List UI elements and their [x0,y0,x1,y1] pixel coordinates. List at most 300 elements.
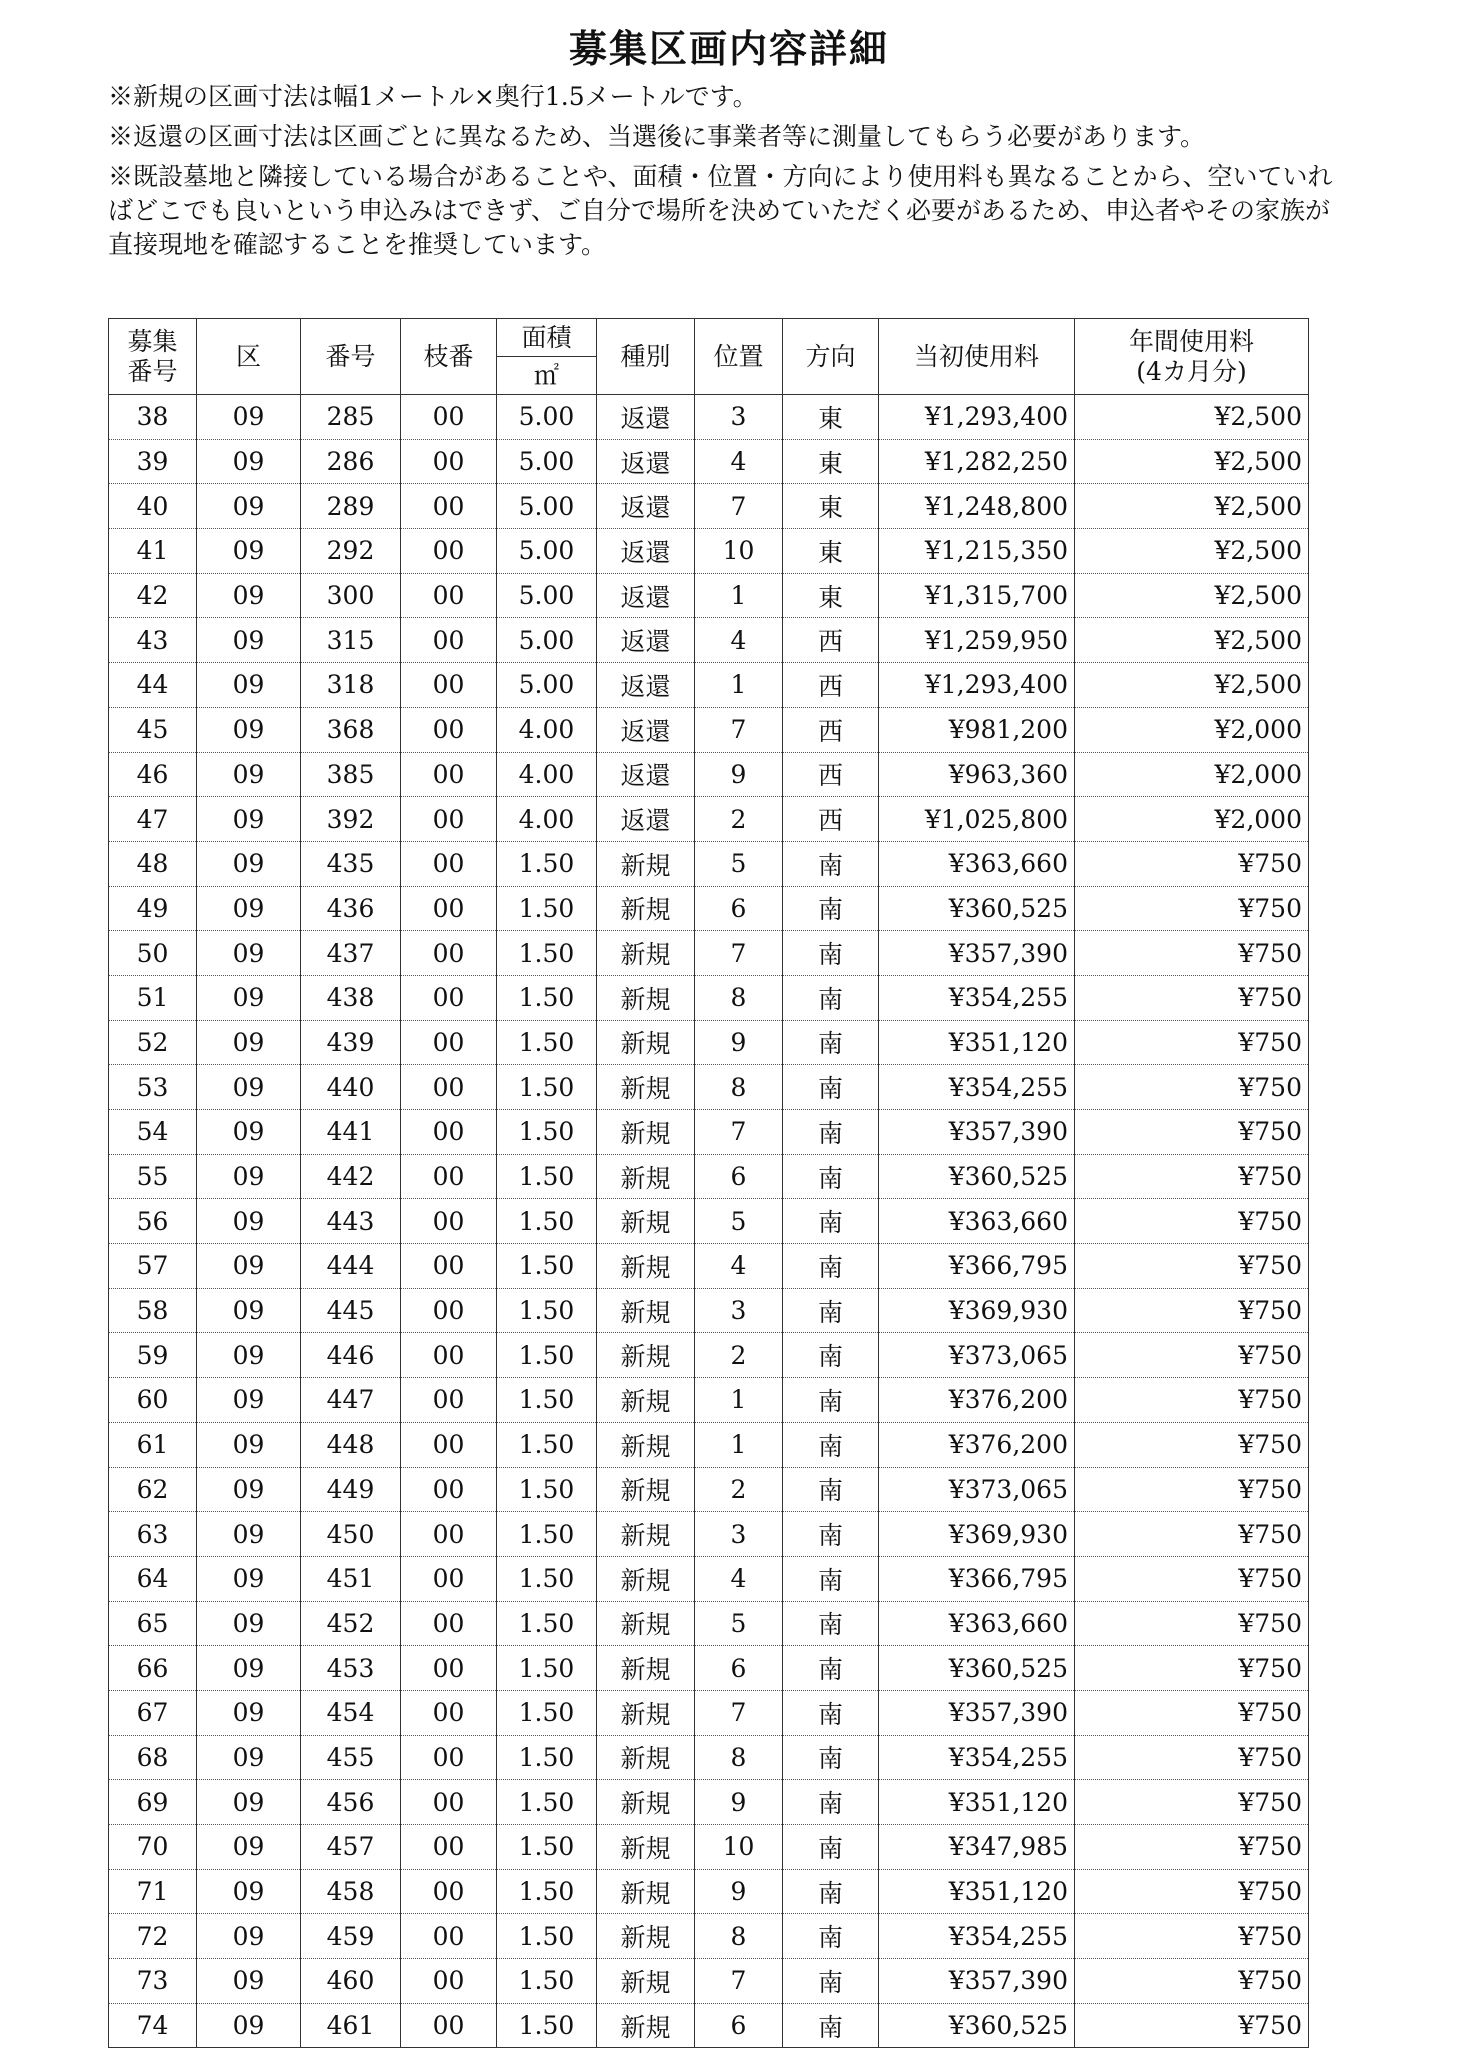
cell-boshu-bango: 38 [109,395,197,440]
table-row [109,1378,1309,1423]
cell-bango: 457 [301,1825,401,1870]
cell-hoko: 南 [783,1601,879,1646]
header-nenkan [1075,319,1309,395]
header-nenkan-line2: (4カ月分) [1136,356,1247,386]
cell-edaban: 00 [401,529,497,574]
cell-bango: 453 [301,1646,401,1691]
cell-menseki: 5.00 [497,529,597,574]
cell-hoko: 南 [783,1512,879,1557]
cell-boshu-bango: 62 [109,1467,197,1512]
cell-hoko: 東 [783,529,879,574]
cell-nenkan-shiyoryo: ¥750 [1075,1288,1309,1333]
cell-bango: 449 [301,1467,401,1512]
table-row [109,1690,1309,1735]
cell-ku: 09 [197,1869,301,1914]
cell-bango: 443 [301,1199,401,1244]
cell-nenkan-shiyoryo: ¥750 [1075,1914,1309,1959]
cell-menseki: 1.50 [497,1378,597,1423]
cell-ku: 09 [197,1556,301,1601]
cell-ku: 09 [197,1690,301,1735]
cell-ichi: 9 [695,1020,783,1065]
cell-ichi: 3 [695,395,783,440]
cell-ichi: 4 [695,1556,783,1601]
cell-boshu-bango: 66 [109,1646,197,1691]
header-menseki: 面積 [497,319,597,357]
cell-shubetsu: 新規 [597,1556,695,1601]
cell-edaban: 00 [401,1422,497,1467]
header-menseki-unit: ㎡ [497,357,597,395]
cell-shubetsu: 返還 [597,484,695,529]
cell-shubetsu: 新規 [597,1735,695,1780]
cell-ku: 09 [197,1244,301,1289]
cell-menseki: 5.00 [497,663,597,708]
cell-ichi: 6 [695,1646,783,1691]
cell-tosho-shiyoryo: ¥360,525 [879,1154,1075,1199]
table-row [109,439,1309,484]
cell-edaban: 00 [401,797,497,842]
cell-ku: 09 [197,1780,301,1825]
cell-nenkan-shiyoryo: ¥750 [1075,886,1309,931]
cell-boshu-bango: 46 [109,752,197,797]
cell-menseki: 1.50 [497,1288,597,1333]
table-row [109,1244,1309,1289]
cell-hoko: 南 [783,931,879,976]
cell-shubetsu: 新規 [597,1690,695,1735]
cell-nenkan-shiyoryo: ¥2,000 [1075,752,1309,797]
cell-ichi: 8 [695,975,783,1020]
cell-tosho-shiyoryo: ¥376,200 [879,1378,1075,1423]
cell-ku: 09 [197,1020,301,1065]
header-hoko: 方向 [783,319,879,395]
cell-hoko: 南 [783,1646,879,1691]
cell-boshu-bango: 44 [109,663,197,708]
table-row [109,1869,1309,1914]
cell-shubetsu: 返還 [597,573,695,618]
cell-nenkan-shiyoryo: ¥2,000 [1075,707,1309,752]
cell-ku: 09 [197,975,301,1020]
cell-shubetsu: 新規 [597,1333,695,1378]
cell-bango: 447 [301,1378,401,1423]
cell-bango: 286 [301,439,401,484]
cell-ku: 09 [197,752,301,797]
cell-ichi: 9 [695,1869,783,1914]
cell-ku: 09 [197,439,301,484]
cell-ku: 09 [197,841,301,886]
cell-ku: 09 [197,1959,301,2004]
cell-bango: 300 [301,573,401,618]
table-row [109,1780,1309,1825]
cell-shubetsu: 新規 [597,1020,695,1065]
cell-ku: 09 [197,1333,301,1378]
cell-shubetsu: 新規 [597,1646,695,1691]
cell-bango: 392 [301,797,401,842]
header-shubetsu: 種別 [597,319,695,395]
cell-bango: 440 [301,1065,401,1110]
cell-ichi: 5 [695,1199,783,1244]
cell-ku: 09 [197,1601,301,1646]
cell-shubetsu: 返還 [597,618,695,663]
notes [108,80,1338,268]
cell-bango: 461 [301,2003,401,2048]
cell-bango: 455 [301,1735,401,1780]
table-row [109,663,1309,708]
cell-edaban: 00 [401,1199,497,1244]
cell-boshu-bango: 43 [109,618,197,663]
cell-shubetsu: 新規 [597,1869,695,1914]
cell-ichi: 7 [695,1959,783,2004]
cell-hoko: 南 [783,975,879,1020]
cell-tosho-shiyoryo: ¥369,930 [879,1288,1075,1333]
table-row [109,1422,1309,1467]
cell-edaban: 00 [401,1154,497,1199]
cell-boshu-bango: 71 [109,1869,197,1914]
header-boshu-line2: 番号 [127,356,178,386]
cell-shubetsu: 新規 [597,1110,695,1155]
page-title: 募集区画内容詳細 [568,27,889,71]
cell-ku: 09 [197,573,301,618]
cell-boshu-bango: 61 [109,1422,197,1467]
cell-boshu-bango: 60 [109,1378,197,1423]
cell-edaban: 00 [401,1333,497,1378]
cell-boshu-bango: 68 [109,1735,197,1780]
cell-edaban: 00 [401,618,497,663]
cell-menseki: 5.00 [497,395,597,440]
cell-hoko: 南 [783,1422,879,1467]
cell-bango: 442 [301,1154,401,1199]
cell-boshu-bango: 40 [109,484,197,529]
cell-bango: 460 [301,1959,401,2004]
cell-tosho-shiyoryo: ¥369,930 [879,1512,1075,1557]
cell-menseki: 1.50 [497,1154,597,1199]
cell-tosho-shiyoryo: ¥357,390 [879,1959,1075,2004]
cell-edaban: 00 [401,1288,497,1333]
cell-bango: 437 [301,931,401,976]
cell-edaban: 00 [401,484,497,529]
cell-shubetsu: 新規 [597,931,695,976]
cell-menseki: 1.50 [497,931,597,976]
cell-edaban: 00 [401,1690,497,1735]
header-bango: 番号 [301,319,401,395]
cell-bango: 289 [301,484,401,529]
cell-boshu-bango: 52 [109,1020,197,1065]
cell-ichi: 3 [695,1288,783,1333]
cell-edaban: 00 [401,886,497,931]
cell-edaban: 00 [401,752,497,797]
table-row [109,1065,1309,1110]
cell-menseki: 1.50 [497,1959,597,2004]
cell-ku: 09 [197,1065,301,1110]
cell-tosho-shiyoryo: ¥373,065 [879,1333,1075,1378]
cell-edaban: 00 [401,1869,497,1914]
cell-hoko: 西 [783,663,879,708]
table-row [109,1512,1309,1557]
table-row [109,1467,1309,1512]
cell-menseki: 1.50 [497,1825,597,1870]
cell-shubetsu: 返還 [597,707,695,752]
cell-hoko: 東 [783,395,879,440]
header-edaban: 枝番 [401,319,497,395]
cell-bango: 315 [301,618,401,663]
cell-tosho-shiyoryo: ¥363,660 [879,841,1075,886]
cell-menseki: 5.00 [497,618,597,663]
table-row [109,1914,1309,1959]
cell-bango: 368 [301,707,401,752]
cell-tosho-shiyoryo: ¥354,255 [879,1735,1075,1780]
cell-edaban: 00 [401,1065,497,1110]
note-site-visit: ※既設墓地と隣接している場合があることや、面積・位置・方向により使用料も異なることから、空いていればどこでも良いという申込みはできず、ご自分で場所を決めていただく必要があるため、申込者やその家族が直接現地を確認することを推奨しています。 [108,162,1333,259]
cell-nenkan-shiyoryo: ¥750 [1075,1065,1309,1110]
cell-menseki: 1.50 [497,1869,597,1914]
table-row [109,1646,1309,1691]
cell-boshu-bango: 39 [109,439,197,484]
cell-nenkan-shiyoryo: ¥750 [1075,1646,1309,1691]
cell-ichi: 4 [695,618,783,663]
cell-hoko: 南 [783,2003,879,2048]
cell-nenkan-shiyoryo: ¥750 [1075,975,1309,1020]
cell-bango: 448 [301,1422,401,1467]
table-row [109,618,1309,663]
cell-ku: 09 [197,1646,301,1691]
cell-ku: 09 [197,1914,301,1959]
cell-hoko: 南 [783,1288,879,1333]
cell-tosho-shiyoryo: ¥366,795 [879,1556,1075,1601]
cell-tosho-shiyoryo: ¥1,259,950 [879,618,1075,663]
cell-shubetsu: 新規 [597,1199,695,1244]
cell-edaban: 00 [401,1020,497,1065]
cell-boshu-bango: 58 [109,1288,197,1333]
cell-nenkan-shiyoryo: ¥750 [1075,1244,1309,1289]
cell-edaban: 00 [401,841,497,886]
cell-shubetsu: 返還 [597,797,695,842]
cell-edaban: 00 [401,573,497,618]
cell-ichi: 9 [695,752,783,797]
cell-bango: 458 [301,1869,401,1914]
cell-tosho-shiyoryo: ¥1,282,250 [879,439,1075,484]
cell-ichi: 8 [695,1914,783,1959]
cell-shubetsu: 返還 [597,663,695,708]
cell-ichi: 7 [695,1110,783,1155]
cell-ku: 09 [197,1467,301,1512]
cell-bango: 285 [301,395,401,440]
cell-edaban: 00 [401,1825,497,1870]
cell-menseki: 1.50 [497,1422,597,1467]
cell-nenkan-shiyoryo: ¥2,500 [1075,395,1309,440]
cell-ichi: 1 [695,573,783,618]
table-row [109,931,1309,976]
table-row [109,1735,1309,1780]
cell-edaban: 00 [401,1959,497,2004]
cell-hoko: 西 [783,707,879,752]
cell-nenkan-shiyoryo: ¥750 [1075,1690,1309,1735]
table-row [109,2003,1309,2048]
cell-shubetsu: 新規 [597,975,695,1020]
cell-nenkan-shiyoryo: ¥750 [1075,1467,1309,1512]
cell-menseki: 5.00 [497,439,597,484]
cell-tosho-shiyoryo: ¥1,293,400 [879,663,1075,708]
cell-ichi: 7 [695,707,783,752]
cell-ichi: 1 [695,663,783,708]
cell-bango: 450 [301,1512,401,1557]
cell-shubetsu: 新規 [597,1154,695,1199]
cell-menseki: 1.50 [497,841,597,886]
cell-boshu-bango: 48 [109,841,197,886]
cell-nenkan-shiyoryo: ¥2,500 [1075,573,1309,618]
cell-hoko: 南 [783,1199,879,1244]
cell-edaban: 00 [401,1914,497,1959]
cell-ichi: 8 [695,1735,783,1780]
cell-bango: 459 [301,1914,401,1959]
cell-edaban: 00 [401,1512,497,1557]
cell-hoko: 南 [783,1914,879,1959]
cell-nenkan-shiyoryo: ¥750 [1075,931,1309,976]
cell-tosho-shiyoryo: ¥373,065 [879,1467,1075,1512]
cell-menseki: 1.50 [497,1020,597,1065]
cell-tosho-shiyoryo: ¥354,255 [879,1914,1075,1959]
cell-menseki: 1.50 [497,1512,597,1557]
cell-edaban: 00 [401,931,497,976]
cell-menseki: 1.50 [497,1199,597,1244]
table-row [109,484,1309,529]
cell-boshu-bango: 56 [109,1199,197,1244]
cell-menseki: 1.50 [497,1556,597,1601]
cell-nenkan-shiyoryo: ¥2,500 [1075,529,1309,574]
cell-hoko: 西 [783,752,879,797]
cell-nenkan-shiyoryo: ¥2,500 [1075,484,1309,529]
cell-tosho-shiyoryo: ¥351,120 [879,1020,1075,1065]
cell-shubetsu: 新規 [597,1914,695,1959]
cell-shubetsu: 返還 [597,439,695,484]
cell-shubetsu: 新規 [597,1378,695,1423]
cell-ichi: 6 [695,1154,783,1199]
cell-menseki: 4.00 [497,707,597,752]
cell-menseki: 1.50 [497,1110,597,1155]
cell-shubetsu: 新規 [597,1065,695,1110]
cell-ku: 09 [197,886,301,931]
cell-hoko: 南 [783,1869,879,1914]
cell-nenkan-shiyoryo: ¥750 [1075,1601,1309,1646]
cell-tosho-shiyoryo: ¥347,985 [879,1825,1075,1870]
cell-shubetsu: 返還 [597,529,695,574]
cell-shubetsu: 新規 [597,1422,695,1467]
cell-bango: 438 [301,975,401,1020]
cell-nenkan-shiyoryo: ¥750 [1075,841,1309,886]
cell-ku: 09 [197,1199,301,1244]
cell-nenkan-shiyoryo: ¥2,500 [1075,439,1309,484]
cell-menseki: 1.50 [497,1780,597,1825]
cell-ku: 09 [197,1422,301,1467]
cell-edaban: 00 [401,1601,497,1646]
cell-boshu-bango: 42 [109,573,197,618]
cell-edaban: 00 [401,1244,497,1289]
table-row [109,1601,1309,1646]
cell-hoko: 南 [783,1959,879,2004]
cell-ku: 09 [197,1378,301,1423]
cell-ku: 09 [197,931,301,976]
cell-menseki: 1.50 [497,1244,597,1289]
cell-boshu-bango: 70 [109,1825,197,1870]
cell-bango: 436 [301,886,401,931]
cell-edaban: 00 [401,1735,497,1780]
cell-shubetsu: 新規 [597,1601,695,1646]
cell-nenkan-shiyoryo: ¥750 [1075,1333,1309,1378]
cell-bango: 446 [301,1333,401,1378]
table-row [109,1333,1309,1378]
table-row [109,1825,1309,1870]
cell-boshu-bango: 59 [109,1333,197,1378]
cell-ku: 09 [197,618,301,663]
cell-ku: 09 [197,2003,301,2048]
table-row [109,975,1309,1020]
cell-boshu-bango: 49 [109,886,197,931]
cell-edaban: 00 [401,1556,497,1601]
header-nenkan-line1: 年間使用料 [1128,326,1254,356]
cell-edaban: 00 [401,1467,497,1512]
cell-boshu-bango: 57 [109,1244,197,1289]
table-header-row [109,319,1309,357]
cell-menseki: 1.50 [497,1735,597,1780]
header-boshu-bango [109,319,197,395]
cell-nenkan-shiyoryo: ¥2,500 [1075,663,1309,708]
cell-shubetsu: 新規 [597,1288,695,1333]
cell-boshu-bango: 64 [109,1556,197,1601]
cell-hoko: 南 [783,1735,879,1780]
cell-bango: 435 [301,841,401,886]
cell-ku: 09 [197,1735,301,1780]
cell-nenkan-shiyoryo: ¥2,000 [1075,797,1309,842]
cell-ku: 09 [197,1512,301,1557]
cell-nenkan-shiyoryo: ¥750 [1075,1154,1309,1199]
cell-nenkan-shiyoryo: ¥750 [1075,1378,1309,1423]
cell-ichi: 7 [695,1690,783,1735]
table-row [109,395,1309,440]
cell-bango: 439 [301,1020,401,1065]
plot-table [108,318,1309,2048]
table-row [109,797,1309,842]
cell-edaban: 00 [401,439,497,484]
cell-boshu-bango: 73 [109,1959,197,2004]
cell-nenkan-shiyoryo: ¥2,500 [1075,618,1309,663]
cell-boshu-bango: 74 [109,2003,197,2048]
table-row [109,886,1309,931]
cell-menseki: 1.50 [497,1914,597,1959]
cell-ku: 09 [197,707,301,752]
table-body [109,395,1309,2048]
cell-ku: 09 [197,1825,301,1870]
cell-boshu-bango: 65 [109,1601,197,1646]
cell-bango: 385 [301,752,401,797]
cell-nenkan-shiyoryo: ¥750 [1075,1020,1309,1065]
note-return-size: ※返還の区画寸法は区画ごとに異なるため、当選後に事業者等に測量してもらう必要があります。 [108,122,1206,151]
cell-hoko: 南 [783,1065,879,1110]
cell-hoko: 南 [783,1110,879,1155]
cell-tosho-shiyoryo: ¥1,315,700 [879,573,1075,618]
cell-ku: 09 [197,1154,301,1199]
cell-ku: 09 [197,484,301,529]
cell-boshu-bango: 54 [109,1110,197,1155]
cell-boshu-bango: 67 [109,1690,197,1735]
cell-hoko: 南 [783,1780,879,1825]
cell-edaban: 00 [401,395,497,440]
cell-hoko: 東 [783,573,879,618]
cell-shubetsu: 新規 [597,1825,695,1870]
cell-nenkan-shiyoryo: ¥750 [1075,1110,1309,1155]
header-ichi: 位置 [695,319,783,395]
cell-hoko: 南 [783,1378,879,1423]
cell-bango: 292 [301,529,401,574]
cell-ku: 09 [197,395,301,440]
cell-tosho-shiyoryo: ¥366,795 [879,1244,1075,1289]
cell-tosho-shiyoryo: ¥360,525 [879,886,1075,931]
